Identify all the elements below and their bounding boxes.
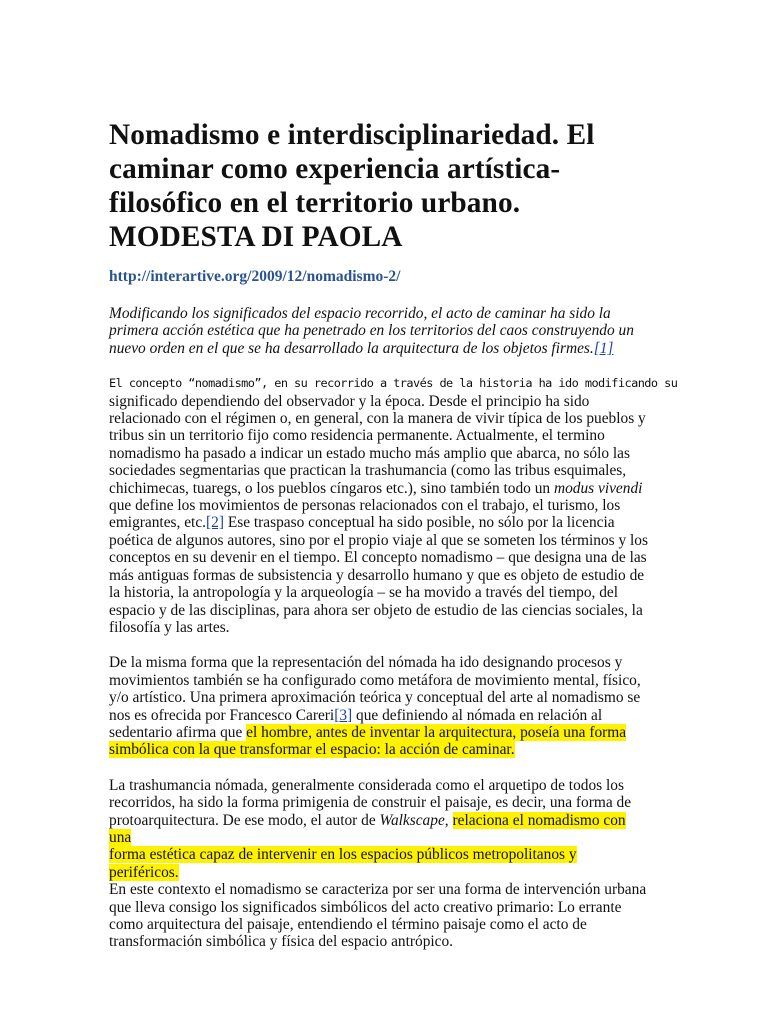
intro-line-1: Modificando los significados del espacio recorrido, el acto de caminar ha sido la [109, 305, 611, 322]
p4-line-1: La trashumancia nómada, generalmente considerada como el arquetipo de todos los [109, 776, 624, 794]
p2-line-9b: Ese traspaso conceptual ha sido posible, no sólo por la licencia [223, 514, 615, 532]
p2-line-15: filosofía y las artes. [109, 618, 230, 636]
p2-line-12: más antiguas formas de subsistencia y desarrollo humano y que es objeto de estudio de [109, 566, 645, 584]
p4-line-7: como arquitectura del paisaje, entendiendo el término paisaje como el acto de [109, 916, 587, 933]
p4-line-5: En este contexto el nomadismo se caracteriza por ser una forma de intervención urbana [109, 881, 647, 899]
paragraph-nomadismo-concept [109, 374, 678, 636]
footnote-link-2[interactable]: [2] [206, 514, 224, 532]
title-line-2: caminar como experiencia artística- [109, 153, 561, 185]
title-line-4: MODESTA DI PAOLA [109, 221, 403, 253]
intro-line-3: nuevo orden en el que se ha desarrollado la arquitectura de los objetos firmes. [109, 339, 594, 357]
walkscape-title: Walkscape [379, 811, 445, 829]
p2-line-11: conceptos en su devenir en el tiempo. El concepto nomadismo – que designa una de las [109, 549, 647, 567]
p2-line-13: la historia, la antropología y la arqueología – se ha movido a través del tiempo, del [109, 584, 619, 602]
document-page [109, 118, 678, 951]
intro-paragraph [109, 305, 649, 357]
p2-line-5: nomadismo ha pasado a indicar un estado mucho más amplio que abarca, no sólo las [109, 444, 631, 462]
p4-line-8: transformación simbólica y física del espacio antrópico. [109, 933, 454, 951]
p3-line-5a: sedentario afirma que [109, 723, 247, 741]
highlight-text-1: el hombre, antes de inventar la arquitectura, poseía una forma [246, 723, 627, 741]
p3-line-2: movimientos también se ha configurado como metáfora de movimiento mental, físico, [109, 671, 641, 689]
footnote-link-1[interactable]: [1] [593, 339, 614, 357]
highlight-text-2: simbólica con la que transformar el espacio: la acción de caminar. [109, 741, 515, 759]
p3-line-3: y/o artístico. Una primera aproximación teórica y conceptual del arte al nomadismo se [109, 689, 641, 707]
source-url-link[interactable]: http://interartive.org/2009/12/nomadismo-2/ [109, 268, 401, 285]
highlight-text-4: forma estética capaz de intervenir en los espacios públicos metropolitanos y periféricos. [109, 846, 577, 881]
highlight-text-3: relaciona el nomadismo con una [109, 811, 626, 846]
title-line-3: filosófico en el territorio urbano. [109, 187, 521, 219]
p2-line-2: significado dependiendo del observador y la época. Desde el principio ha sido [109, 392, 590, 410]
p2-line-4: tribus sin un territorio fijo como residencia permanente. Actualmente, el termino [109, 427, 605, 445]
modus-vivendi-text: modus vivendi [553, 479, 643, 497]
p4-line-3b: , [444, 811, 453, 829]
title-line-1: Nomadismo e interdisciplinariedad. El [109, 119, 595, 151]
p2-line-7: chichimecas, tuaregs, o los pueblos cíngaros etc.), sino también todo un [109, 479, 554, 497]
document-title [109, 118, 649, 254]
intro-line-2: primera acción estética que ha penetrado en los territorios del caos construyendo un [109, 322, 634, 340]
p4-line-6: que lleva consigo los significados simbólicos del acto creativo primario: Lo errante [109, 898, 622, 916]
footnote-link-3[interactable]: [3] [334, 706, 353, 724]
p2-line-8: que define los movimientos de personas relacionados con el trabajo, el turismo, los [109, 497, 621, 515]
p3-line-4b: que definiendo al nómada en relación al [352, 706, 603, 724]
p2-line-14: espacio y de las disciplinas, para ahora ser objeto de estudio de las ciencias sociales, la [109, 601, 643, 619]
paragraph-trashumancia [109, 777, 649, 951]
p2-line-6: sociedades segmentarias que practican la trashumancia (como las tribus esquimales, [109, 462, 627, 480]
p2-line-3: relacionado con el régimen o, en general, con la manera de vivir típica de los pueblos y [109, 410, 646, 428]
paragraph-nomada-representation [109, 654, 649, 758]
p3-line-4a: nos es ofrecida por Francesco Careri [109, 706, 335, 724]
p2-line-9a: emigrantes, etc. [109, 514, 207, 532]
p3-line-1: De la misma forma que la representación del nómada ha ido designando procesos y [109, 654, 623, 672]
monospace-line: El concepto “nomadismo”, en su recorrido a través de la historia ha ido modificando su [109, 376, 678, 391]
p2-line-10: poética de algunos autores, sino por el propio viaje al que se someten los términos y los [109, 531, 648, 549]
p4-line-3a: protoarquitectura. De ese modo, el autor de [109, 811, 380, 829]
p4-line-2: recorridos, ha sido la forma primigenia de construir el paisaje, es decir, una forma de [109, 794, 632, 812]
